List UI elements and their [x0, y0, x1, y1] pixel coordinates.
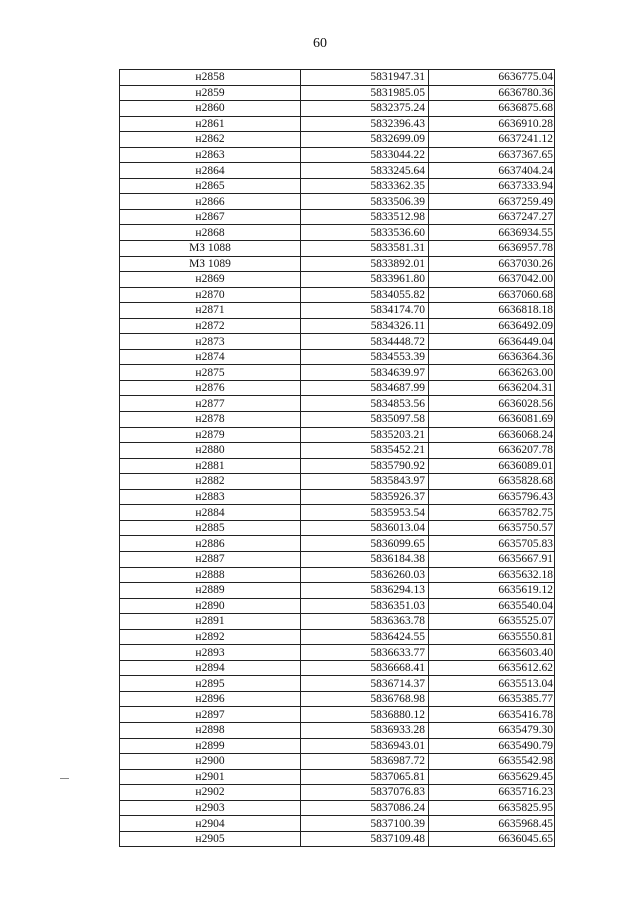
- table-row: [120, 225, 555, 241]
- table-row: [120, 349, 555, 365]
- point-name-cell: н2870: [120, 287, 301, 303]
- point-name-cell: н2891: [120, 614, 301, 630]
- table-row: [120, 147, 555, 163]
- x-coordinate-cell: 5834326.11: [301, 318, 429, 334]
- table-row: [120, 691, 555, 707]
- point-name-cell: н2871: [120, 303, 301, 319]
- x-coordinate-cell: 5836633.77: [301, 645, 429, 661]
- y-coordinate-cell: 6635612.62: [429, 660, 555, 676]
- y-coordinate-cell: 6635385.77: [429, 691, 555, 707]
- x-coordinate-cell: 5836768.98: [301, 691, 429, 707]
- point-name-cell: н2883: [120, 489, 301, 505]
- x-coordinate-cell: 5836714.37: [301, 676, 429, 692]
- y-coordinate-cell: 6636818.18: [429, 303, 555, 319]
- y-coordinate-cell: 6637030.26: [429, 256, 555, 272]
- table-row: [120, 707, 555, 723]
- table-row: [120, 520, 555, 536]
- point-name-cell: н2896: [120, 691, 301, 707]
- point-name-cell: н2888: [120, 567, 301, 583]
- table-row: [120, 645, 555, 661]
- y-coordinate-cell: 6635632.18: [429, 567, 555, 583]
- point-name-cell: н2889: [120, 583, 301, 599]
- y-coordinate-cell: 6635540.04: [429, 598, 555, 614]
- y-coordinate-cell: 6636081.69: [429, 412, 555, 428]
- x-coordinate-cell: 5833506.39: [301, 194, 429, 210]
- table-row: [120, 660, 555, 676]
- x-coordinate-cell: 5833044.22: [301, 147, 429, 163]
- x-coordinate-cell: 5837065.81: [301, 769, 429, 785]
- coordinates-table: [119, 69, 555, 847]
- y-coordinate-cell: 6635550.81: [429, 629, 555, 645]
- x-coordinate-cell: 5833961.80: [301, 272, 429, 288]
- point-name-cell: н2892: [120, 629, 301, 645]
- y-coordinate-cell: 6636875.68: [429, 101, 555, 117]
- y-coordinate-cell: 6637367.65: [429, 147, 555, 163]
- x-coordinate-cell: 5831947.31: [301, 70, 429, 86]
- x-coordinate-cell: 5836933.28: [301, 722, 429, 738]
- table-row: [120, 474, 555, 490]
- x-coordinate-cell: 5836184.38: [301, 551, 429, 567]
- x-coordinate-cell: 5835203.21: [301, 427, 429, 443]
- x-coordinate-cell: 5833245.64: [301, 163, 429, 179]
- x-coordinate-cell: 5836987.72: [301, 754, 429, 770]
- table-row: [120, 334, 555, 350]
- table-row: [120, 785, 555, 801]
- y-coordinate-cell: 6635825.95: [429, 800, 555, 816]
- table-row: [120, 101, 555, 117]
- point-name-cell: н2873: [120, 334, 301, 350]
- table-row: [120, 163, 555, 179]
- point-name-cell: н2880: [120, 443, 301, 459]
- table-row: [120, 567, 555, 583]
- point-name-cell: н2858: [120, 70, 301, 86]
- point-name-cell: н2903: [120, 800, 301, 816]
- y-coordinate-cell: 6636780.36: [429, 85, 555, 101]
- y-coordinate-cell: 6636910.28: [429, 116, 555, 132]
- point-name-cell: н2886: [120, 536, 301, 552]
- y-coordinate-cell: 6635542.98: [429, 754, 555, 770]
- point-name-cell: н2859: [120, 85, 301, 101]
- point-name-cell: н2881: [120, 458, 301, 474]
- table-row: [120, 583, 555, 599]
- y-coordinate-cell: 6636045.65: [429, 831, 555, 847]
- y-coordinate-cell: 6637333.94: [429, 178, 555, 194]
- point-name-cell: н2879: [120, 427, 301, 443]
- table-row: [120, 754, 555, 770]
- table-row: [120, 209, 555, 225]
- x-coordinate-cell: 5837100.39: [301, 816, 429, 832]
- x-coordinate-cell: 5836294.13: [301, 583, 429, 599]
- point-name-cell: н2875: [120, 365, 301, 381]
- x-coordinate-cell: 5836363.78: [301, 614, 429, 630]
- x-coordinate-cell: 5835843.97: [301, 474, 429, 490]
- coordinates-table-body: [120, 70, 555, 847]
- table-row: [120, 443, 555, 459]
- point-name-cell: н2895: [120, 676, 301, 692]
- x-coordinate-cell: 5834687.99: [301, 380, 429, 396]
- y-coordinate-cell: 6637241.12: [429, 132, 555, 148]
- y-coordinate-cell: 6635782.75: [429, 505, 555, 521]
- x-coordinate-cell: 5832396.43: [301, 116, 429, 132]
- y-coordinate-cell: 6635828.68: [429, 474, 555, 490]
- y-coordinate-cell: 6636028.56: [429, 396, 555, 412]
- table-row: [120, 318, 555, 334]
- y-coordinate-cell: 6637060.68: [429, 287, 555, 303]
- table-row: [120, 536, 555, 552]
- table-row: [120, 132, 555, 148]
- table-row: [120, 551, 555, 567]
- x-coordinate-cell: 5833892.01: [301, 256, 429, 272]
- point-name-cell: н2890: [120, 598, 301, 614]
- x-coordinate-cell: 5834853.56: [301, 396, 429, 412]
- point-name-cell: н2874: [120, 349, 301, 365]
- table-row: [120, 194, 555, 210]
- table-row: [120, 676, 555, 692]
- table-row: [120, 598, 555, 614]
- x-coordinate-cell: 5836880.12: [301, 707, 429, 723]
- x-coordinate-cell: 5831985.05: [301, 85, 429, 101]
- y-coordinate-cell: 6636934.55: [429, 225, 555, 241]
- y-coordinate-cell: 6635629.45: [429, 769, 555, 785]
- y-coordinate-cell: 6636957.78: [429, 241, 555, 257]
- x-coordinate-cell: 5834055.82: [301, 287, 429, 303]
- y-coordinate-cell: 6635513.04: [429, 676, 555, 692]
- y-coordinate-cell: 6636263.00: [429, 365, 555, 381]
- y-coordinate-cell: 6635968.45: [429, 816, 555, 832]
- point-name-cell: н2885: [120, 520, 301, 536]
- x-coordinate-cell: 5833536.60: [301, 225, 429, 241]
- point-name-cell: н2902: [120, 785, 301, 801]
- x-coordinate-cell: 5835790.92: [301, 458, 429, 474]
- table-row: [120, 614, 555, 630]
- y-coordinate-cell: 6637404.24: [429, 163, 555, 179]
- y-coordinate-cell: 6635479.30: [429, 722, 555, 738]
- table-row: [120, 738, 555, 754]
- point-name-cell: н2901: [120, 769, 301, 785]
- point-name-cell: н2899: [120, 738, 301, 754]
- x-coordinate-cell: 5837076.83: [301, 785, 429, 801]
- point-name-cell: МЗ 1089: [120, 256, 301, 272]
- point-name-cell: н2864: [120, 163, 301, 179]
- x-coordinate-cell: 5833362.35: [301, 178, 429, 194]
- point-name-cell: н2861: [120, 116, 301, 132]
- x-coordinate-cell: 5832375.24: [301, 101, 429, 117]
- x-coordinate-cell: 5834639.97: [301, 365, 429, 381]
- y-coordinate-cell: 6637259.49: [429, 194, 555, 210]
- x-coordinate-cell: 5833581.31: [301, 241, 429, 257]
- y-coordinate-cell: 6636089.01: [429, 458, 555, 474]
- table-row: [120, 380, 555, 396]
- y-coordinate-cell: 6636204.31: [429, 380, 555, 396]
- table-row: [120, 800, 555, 816]
- y-coordinate-cell: 6635416.78: [429, 707, 555, 723]
- point-name-cell: н2904: [120, 816, 301, 832]
- margin-mark: [60, 778, 69, 779]
- x-coordinate-cell: 5836668.41: [301, 660, 429, 676]
- y-coordinate-cell: 6636775.04: [429, 70, 555, 86]
- point-name-cell: н2884: [120, 505, 301, 521]
- y-coordinate-cell: 6635603.40: [429, 645, 555, 661]
- point-name-cell: н2868: [120, 225, 301, 241]
- y-coordinate-cell: 6635525.07: [429, 614, 555, 630]
- table-row: [120, 256, 555, 272]
- page-number: 60: [313, 36, 327, 51]
- y-coordinate-cell: 6635667.91: [429, 551, 555, 567]
- point-name-cell: н2894: [120, 660, 301, 676]
- point-name-cell: н2882: [120, 474, 301, 490]
- x-coordinate-cell: 5834448.72: [301, 334, 429, 350]
- y-coordinate-cell: 6635490.79: [429, 738, 555, 754]
- table-row: [120, 629, 555, 645]
- point-name-cell: н2893: [120, 645, 301, 661]
- point-name-cell: н2878: [120, 412, 301, 428]
- point-name-cell: н2900: [120, 754, 301, 770]
- point-name-cell: н2860: [120, 101, 301, 117]
- x-coordinate-cell: 5837109.48: [301, 831, 429, 847]
- x-coordinate-cell: 5836099.65: [301, 536, 429, 552]
- y-coordinate-cell: 6636492.09: [429, 318, 555, 334]
- table-row: [120, 769, 555, 785]
- point-name-cell: н2863: [120, 147, 301, 163]
- x-coordinate-cell: 5836424.55: [301, 629, 429, 645]
- y-coordinate-cell: 6635716.23: [429, 785, 555, 801]
- x-coordinate-cell: 5833512.98: [301, 209, 429, 225]
- x-coordinate-cell: 5835452.21: [301, 443, 429, 459]
- y-coordinate-cell: 6635750.57: [429, 520, 555, 536]
- x-coordinate-cell: 5836013.04: [301, 520, 429, 536]
- point-name-cell: н2877: [120, 396, 301, 412]
- point-name-cell: н2876: [120, 380, 301, 396]
- y-coordinate-cell: 6636068.24: [429, 427, 555, 443]
- y-coordinate-cell: 6635619.12: [429, 583, 555, 599]
- x-coordinate-cell: 5832699.09: [301, 132, 429, 148]
- table-row: [120, 116, 555, 132]
- table-row: [120, 412, 555, 428]
- x-coordinate-cell: 5834553.39: [301, 349, 429, 365]
- table-row: [120, 178, 555, 194]
- x-coordinate-cell: 5835097.58: [301, 412, 429, 428]
- point-name-cell: н2898: [120, 722, 301, 738]
- table-row: [120, 831, 555, 847]
- x-coordinate-cell: 5836943.01: [301, 738, 429, 754]
- point-name-cell: н2905: [120, 831, 301, 847]
- x-coordinate-cell: 5837086.24: [301, 800, 429, 816]
- point-name-cell: н2887: [120, 551, 301, 567]
- point-name-cell: н2867: [120, 209, 301, 225]
- table-row: [120, 365, 555, 381]
- table-row: [120, 489, 555, 505]
- table-row: [120, 272, 555, 288]
- point-name-cell: н2865: [120, 178, 301, 194]
- x-coordinate-cell: 5836351.03: [301, 598, 429, 614]
- y-coordinate-cell: 6637247.27: [429, 209, 555, 225]
- y-coordinate-cell: 6636364.36: [429, 349, 555, 365]
- table-row: [120, 427, 555, 443]
- point-name-cell: н2869: [120, 272, 301, 288]
- table-row: [120, 722, 555, 738]
- table-row: [120, 70, 555, 86]
- point-name-cell: н2866: [120, 194, 301, 210]
- y-coordinate-cell: 6635705.83: [429, 536, 555, 552]
- table-row: [120, 505, 555, 521]
- x-coordinate-cell: 5836260.03: [301, 567, 429, 583]
- table-row: [120, 287, 555, 303]
- y-coordinate-cell: 6637042.00: [429, 272, 555, 288]
- x-coordinate-cell: 5835953.54: [301, 505, 429, 521]
- x-coordinate-cell: 5834174.70: [301, 303, 429, 319]
- y-coordinate-cell: 6636449.04: [429, 334, 555, 350]
- point-name-cell: н2872: [120, 318, 301, 334]
- table-row: [120, 85, 555, 101]
- table-row: [120, 241, 555, 257]
- table-row: [120, 303, 555, 319]
- table-row: [120, 458, 555, 474]
- table-row: [120, 816, 555, 832]
- point-name-cell: н2862: [120, 132, 301, 148]
- y-coordinate-cell: 6636207.78: [429, 443, 555, 459]
- x-coordinate-cell: 5835926.37: [301, 489, 429, 505]
- table-row: [120, 396, 555, 412]
- point-name-cell: н2897: [120, 707, 301, 723]
- y-coordinate-cell: 6635796.43: [429, 489, 555, 505]
- point-name-cell: МЗ 1088: [120, 241, 301, 257]
